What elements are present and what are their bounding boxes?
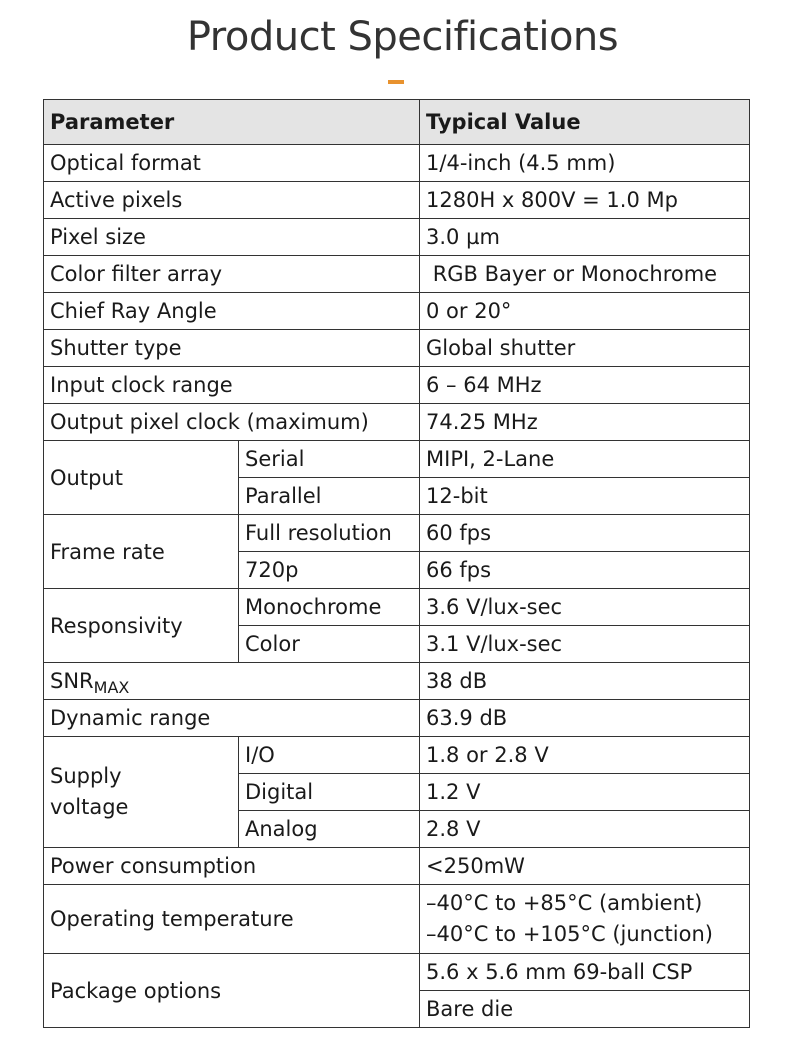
table-row [44, 404, 750, 441]
param-label: Color filter array [44, 256, 420, 293]
param-label: Active pixels [44, 182, 420, 219]
param-sub-label: Digital [239, 774, 420, 811]
param-value: 1280H x 800V = 1.0 Mp [420, 182, 750, 219]
param-sub-label: I/O [239, 737, 420, 774]
param-label: Frame rate [44, 515, 239, 589]
param-label-supply [44, 737, 239, 848]
param-label: Dynamic range [44, 700, 420, 737]
op-temp-ambient: –40°C to +85°C (ambient) [426, 891, 703, 915]
supply-label-line2: voltage [50, 795, 129, 819]
param-sub-label: Monochrome [239, 589, 420, 626]
header-typical-value: Typical Value [420, 100, 750, 145]
param-value: 1/4-inch (4.5 mm) [420, 145, 750, 182]
op-temp-junction: –40°C to +105°C (junction) [426, 922, 713, 946]
table-row [44, 256, 750, 293]
param-label: Pixel size [44, 219, 420, 256]
snr-label: SNR [50, 669, 94, 693]
param-value: 74.25 MHz [420, 404, 750, 441]
table-row [44, 515, 750, 552]
table-row [44, 848, 750, 885]
param-label: Responsivity [44, 589, 239, 663]
param-label: Chief Ray Angle [44, 293, 420, 330]
param-value: 3.0 µm [420, 219, 750, 256]
page-title: Product Specifications [186, 14, 619, 60]
snr-subscript: MAX [93, 678, 130, 697]
table-row [44, 330, 750, 367]
param-value: 12-bit [420, 478, 750, 515]
param-label: Shutter type [44, 330, 420, 367]
table-row [44, 589, 750, 626]
param-value: 2.8 V [420, 811, 750, 848]
param-value: <250mW [420, 848, 750, 885]
param-value: 1.2 V [420, 774, 750, 811]
header-parameter: Parameter [44, 100, 420, 145]
table-row [44, 441, 750, 478]
table-row [44, 219, 750, 256]
param-value: 3.1 V/lux-sec [420, 626, 750, 663]
param-value: 6 – 64 MHz [420, 367, 750, 404]
table-row [44, 885, 750, 954]
table-row [44, 293, 750, 330]
param-label: Output pixel clock (maximum) [44, 404, 420, 441]
param-label: Output [44, 441, 239, 515]
table-row [44, 700, 750, 737]
table-row [44, 145, 750, 182]
spec-table [43, 99, 750, 1028]
param-value: 5.6 x 5.6 mm 69-ball CSP [420, 954, 750, 991]
param-value-op-temp [420, 885, 750, 954]
param-value: 3.6 V/lux-sec [420, 589, 750, 626]
table-header-row [44, 100, 750, 145]
param-value: 38 dB [420, 663, 750, 700]
param-value: MIPI, 2-Lane [420, 441, 750, 478]
param-label: Power consumption [44, 848, 420, 885]
param-label: Input clock range [44, 367, 420, 404]
title-accent-bar [388, 80, 404, 84]
table-row [44, 182, 750, 219]
table-row [44, 737, 750, 774]
param-value: RGB Bayer or Monochrome [420, 256, 750, 293]
table-row [44, 954, 750, 991]
param-value: 66 fps [420, 552, 750, 589]
param-label-snr [44, 663, 420, 700]
param-value: 63.9 dB [420, 700, 750, 737]
param-value: Bare die [420, 991, 750, 1028]
param-sub-label: Color [239, 626, 420, 663]
param-sub-label: Parallel [239, 478, 420, 515]
table-row [44, 367, 750, 404]
param-sub-label: Serial [239, 441, 420, 478]
param-value: Global shutter [420, 330, 750, 367]
param-sub-label: Analog [239, 811, 420, 848]
supply-label-line1: Supply [50, 764, 122, 788]
param-value: 0 or 20° [420, 293, 750, 330]
param-label: Operating temperature [44, 885, 420, 954]
param-value: 60 fps [420, 515, 750, 552]
param-sub-label: 720p [239, 552, 420, 589]
param-sub-label: Full resolution [239, 515, 420, 552]
param-label: Optical format [44, 145, 420, 182]
param-value: 1.8 or 2.8 V [420, 737, 750, 774]
table-row [44, 663, 750, 700]
param-label: Package options [44, 954, 420, 1028]
